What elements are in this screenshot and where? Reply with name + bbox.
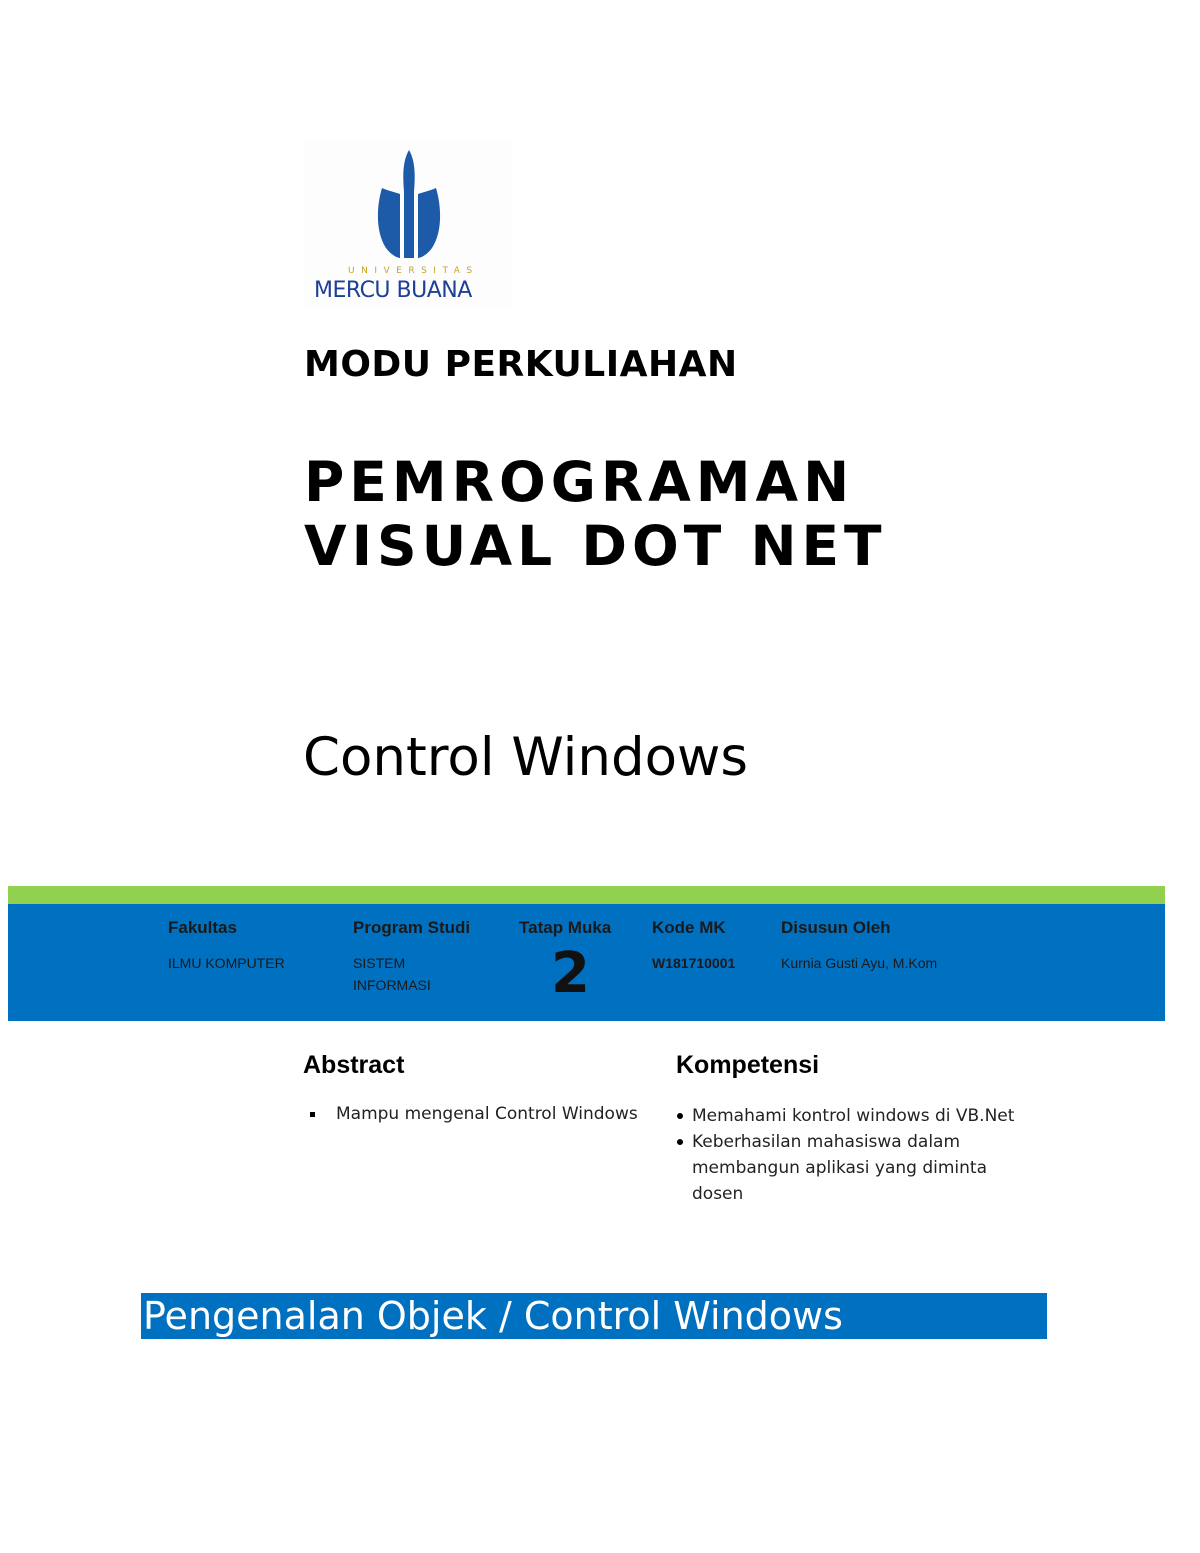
program-studi-label: Program Studi xyxy=(353,918,471,937)
kode-mk-value: W181710001 xyxy=(652,955,736,971)
section-title: Pengenalan Objek / Control Windows xyxy=(143,1294,843,1338)
course-title-line-1: PEMROGRAMAN xyxy=(304,450,855,514)
modul-label: MODU PERKULIAHAN xyxy=(304,344,738,385)
kompetensi-list xyxy=(675,1103,1025,1207)
fakultas-value: ILMU KOMPUTER xyxy=(168,955,285,971)
logo-name-text: MERCU BUANA xyxy=(314,278,472,303)
list-item: Keberhasilan mahasiswa dalam membangun aplikasi yang diminta dosen xyxy=(675,1129,1025,1207)
kode-mk-label: Kode MK xyxy=(652,918,726,937)
mercu-buana-emblem-icon xyxy=(374,148,444,260)
disusun-oleh-value: Kurnia Gusti Ayu, M.Kom xyxy=(781,955,938,971)
course-title xyxy=(304,450,887,578)
program-studi-value-line-1: SISTEM xyxy=(353,955,406,971)
program-studi-value-line-2: INFORMASI xyxy=(353,977,431,993)
disusun-oleh-label: Disusun Oleh xyxy=(781,918,891,937)
program-studi-value xyxy=(353,952,431,996)
topic-title: Control Windows xyxy=(303,727,749,788)
tatap-muka-number: 2 xyxy=(551,941,590,1006)
section-banner xyxy=(141,1293,1047,1339)
list-item: Mampu mengenal Control Windows xyxy=(308,1103,641,1126)
info-band xyxy=(8,904,1165,1021)
logo-university-text: UNIVERSITAS xyxy=(348,266,479,276)
kompetensi-heading: Kompetensi xyxy=(676,1051,820,1079)
info-band-green-stripe xyxy=(8,886,1165,904)
university-logo xyxy=(304,140,512,308)
list-item: Memahami kontrol windows di VB.Net xyxy=(675,1103,1025,1129)
fakultas-label: Fakultas xyxy=(168,918,237,937)
course-title-line-2: VISUAL DOT NET xyxy=(304,514,887,578)
tatap-muka-label: Tatap Muka xyxy=(519,918,612,937)
abstract-heading: Abstract xyxy=(303,1051,405,1079)
abstract-list xyxy=(308,1103,641,1126)
